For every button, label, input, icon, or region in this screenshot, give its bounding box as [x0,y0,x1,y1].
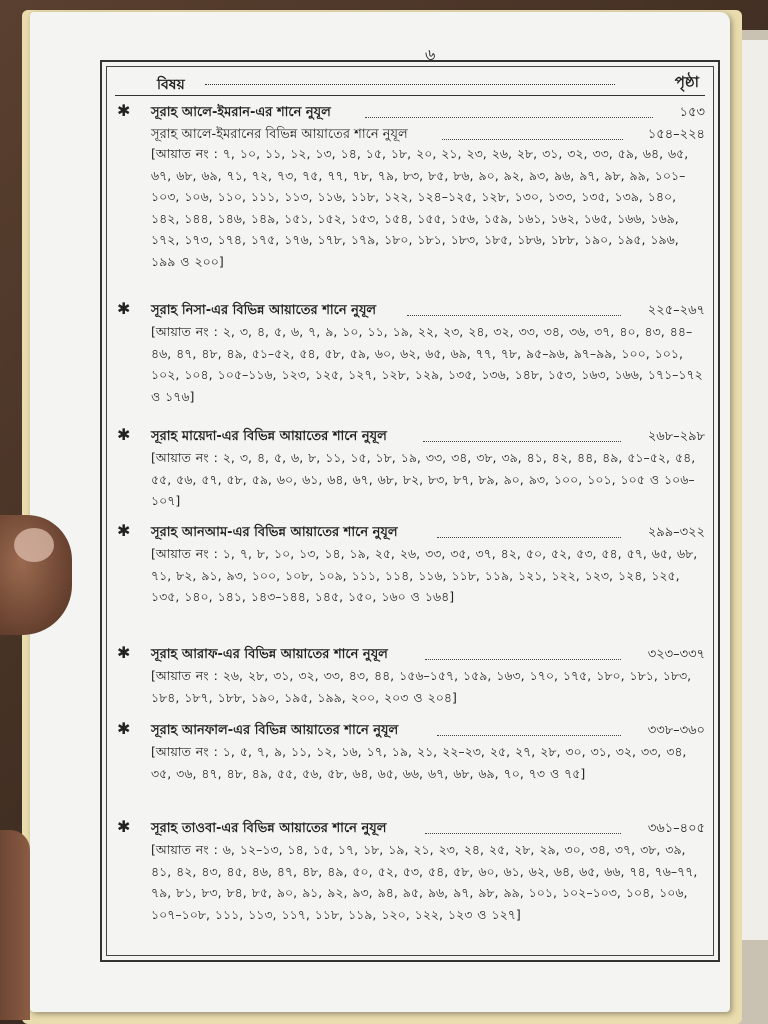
header-page: পৃষ্ঠা [674,73,699,91]
header-dotted-leader [205,84,615,85]
verse-list: [আয়াত নং : ১, ৭, ৮, ১০, ১৩, ১৪, ১৯, ২৫, ২৬, ৩৩, ৩৫, ৩৭, ৪২, ৫০, ৫২, ৫৩, ৫৪, ৫৭, ৬৫, ৬৮, ৭১, ৮২, ৯১, ৯৩, ১০০, ১০৮, ১০৯, ১১১, ১১৪, ১১৬, ১১৮, ১১৯, ১২১, ১২২, ১২৩, ১২৪, ১২৫, ১৩৫, ১৪০, ১৪১, ১৪৩–১৪৪, ১৪৫, ১৫০, ১৬০ ও ১৬৪] [151,546,698,604]
asterisk-icon: ✱ [117,719,131,738]
verse-list: [আয়াত নং : ২, ৩, ৪, ৫, ৬, ৮, ১১, ১৫, ১৮, ১৯, ৩৩, ৩৪, ৩৮, ৩৯, ৪১, ৪২, ৪৪, ৪৯, ৫১–৫২, ৫৪, ৫৫, ৫৬, ৫৭, ৫৮, ৫৯, ৬০, ৬১, ৬৪, ৬৭, ৬৮, ৮২, ৮৩, ৮৭, ৮৯, ৯০, ৯৩, ১০০, ১০১, ১০৫ ও ১০৬–১০৭] [151,450,696,508]
entry-subtitle: সূরাহ আলে-ইমরানের বিভিন্ন আয়াতের শানে নুযূল [151,127,408,142]
entry-range: ৩২৩–৩৩৭ [647,647,705,662]
dotted-leader [423,441,621,442]
entry-range: ২২৫–২৬৭ [647,303,705,318]
dotted-leader [407,315,621,316]
entry-title: সূরাহ আনফাল-এর বিভিন্ন আয়াতের শানে নুযূল [151,723,399,738]
header-subject: বিষয় [157,77,185,93]
entry-subrange: ১৫৪–২২৪ [647,127,705,142]
entry-title: সূরাহ আরাফ-এর বিভিন্ন আয়াতের শানে নুযূল [151,647,388,662]
contents-frame [100,60,720,962]
asterisk-icon: ✱ [117,425,131,444]
page-number: ৬ [425,45,436,64]
dotted-leader [425,659,621,660]
entry-range: ৩৬১–৪০৫ [647,821,705,836]
entry-range: ২৯৯–৩২২ [647,525,705,540]
verse-list: [আয়াত নং : ৬, ১২–১৩, ১৪, ১৫, ১৭, ১৮, ১৯, ২১, ২৩, ২৪, ২৫, ২৮, ২৯, ৩০, ৩৪, ৩৭, ৩৮, ৩৯, ৪১, ৪২, ৪৩, ৪৫, ৪৬, ৪৭, ৪৮, ৪৯, ৫০, ৫২, ৫৩, ৫৪, ৫৮, ৬০, ৬১, ৬২, ৬৪, ৬৫, ৬৬, ৭৪, ৭৬–৭৭, ৭৯, ৮১, ৮৩, ৮৪, ৮৫, ৯০, ৯১, ৯২, ৯৩, ৯৪, ৯৫, ৯৬, ৯৭, ৯৮, ৯৯, ১০১, ১০২–১০৩, ১০৪, ১০৬, ১০৭–১০৮, ১১১, ১১৩, ১১৭, ১১৮, ১১৯, ১২০, ১২২, ১২৩ ও ১২৭] [151,842,698,922]
entry-range: ২৬৮–২৯৮ [647,429,705,444]
entry-range: ১৫৩ [679,105,705,120]
asterisk-icon: ✱ [117,299,131,318]
verse-list: [আয়াত নং : ১, ৫, ৭, ৯, ১১, ১২, ১৬, ১৭, ১৯, ২১, ২২–২৩, ২৫, ২৭, ২৮, ৩০, ৩১, ৩২, ৩৩, ৩৪, ৩৫, ৩৬, ৪৭, ৪৮, ৪৯, ৫৫, ৫৬, ৫৮, ৬৪, ৬৫, ৬৬, ৬৭, ৬৮, ৬৯, ৭০, ৭৩ ও ৭৫] [151,744,687,781]
asterisk-icon: ✱ [117,101,131,120]
entry-title: সূরাহ আলে-ইমরান-এর শানে নুযূল [151,105,331,120]
verse-list: [আয়াত নং : ৭, ১০, ১১, ১২, ১৩, ১৪, ১৫, ১৮, ২০, ২১, ২৩, ২৬, ২৮, ৩১, ৩২, ৩৩, ৫৯, ৬৪, ৬৫, ৬৭, ৬৮, ৬৯, ৭১, ৭২, ৭৩, ৭৫, ৭৭, ৭৮, ৭৯, ৮৩, ৮৫, ৮৬, ৯০, ৯২, ৯৩, ৯৬, ৯৭, ৯৮, ৯৯, ১০১–১০৩, ১০৬, ১১০, ১১১, ১১৩, ১১৬, ১১৮, ১২২, ১২৪–১২৫, ১২৮, ১৩০, ১৩৩, ১৩৫, ১৩৯, ১৪০, ১৪২, ১৪৪, ১৪৬, ১৪৯, ১৫১, ১৫২, ১৫৩, ১৫৪, ১৫৫, ১৫৬, ১৫৯, ১৬১, ১৬২, ১৬৫, ১৬৬, ১৬৯, ১৭২, ১৭৩, ১৭৪, ১৭৫, ১৭৬, ১৭৮, ১৭৯, ১৮০, ১৮১, ১৮৩, ১৮৫, ১৮৬, ১৮৮, ১৯০, ১৯৫, ১৯৬, ১৯৯ ও ২০০] [151,146,689,269]
dotted-leader [437,537,621,538]
entry-range: ৩৩৮–৩৬০ [647,723,705,738]
dotted-leader [437,735,621,736]
entry-title: সূরাহ মায়েদা-এর বিভিন্ন আয়াতের শানে নুযূল [151,429,387,444]
asterisk-icon: ✱ [117,643,131,662]
contents-header [115,71,705,96]
verse-list: [আয়াত নং : ২, ৩, ৪, ৫, ৬, ৭, ৯, ১০, ১১, ১৯, ২২, ২৩, ২৪, ৩২, ৩৩, ৩৪, ৩৬, ৩৭, ৪০, ৪৩, ৪৪–৪৬, ৪৭, ৪৮, ৪৯, ৫১–৫২, ৫৪, ৫৮, ৫৯, ৬০, ৬২, ৬৫, ৬৯, ৭৭, ৭৮, ৯৫–৯৬, ৯৭–৯৯, ১০০, ১০১, ১০২, ১০৪, ১০৫–১১৬, ১২৩, ১২৫, ১২৭, ১২৮, ১২৯, ১৩৫, ১৩৬, ১৪৮, ১৫৩, ১৬৩, ১৬৬, ১৭১–১৭২ ও ১৭৬] [151,324,703,404]
entry-title: সূরাহ নিসা-এর বিভিন্ন আয়াতের শানে নুযূল [151,303,377,318]
asterisk-icon: ✱ [117,817,131,836]
thumb-lower [0,830,30,1020]
contents-inner-border [106,66,714,956]
asterisk-icon: ✱ [117,521,131,540]
dotted-leader [425,833,621,834]
verse-list: [আয়াত নং : ২৬, ২৮, ৩১, ৩২, ৩৩, ৪৩, ৪৪, ১৫৬–১৫৭, ১৫৯, ১৬৩, ১৭০, ১৭৫, ১৮০, ১৮১, ১৮৩, ১৮৪, ১৮৭, ১৮৮, ১৯০, ১৯৫, ১৯৯, ২০০, ২০৩ ও ২০৪] [151,668,692,705]
entry-title: সূরাহ আনআম-এর বিভিন্ন আয়াতের শানে নুযূল [151,525,398,540]
dotted-leader [442,139,623,140]
thumbnail-nail [14,528,54,562]
entry-title: সূরাহ তাওবা-এর বিভিন্ন আয়াতের শানে নুযূল [151,821,387,836]
dotted-leader [365,117,653,118]
